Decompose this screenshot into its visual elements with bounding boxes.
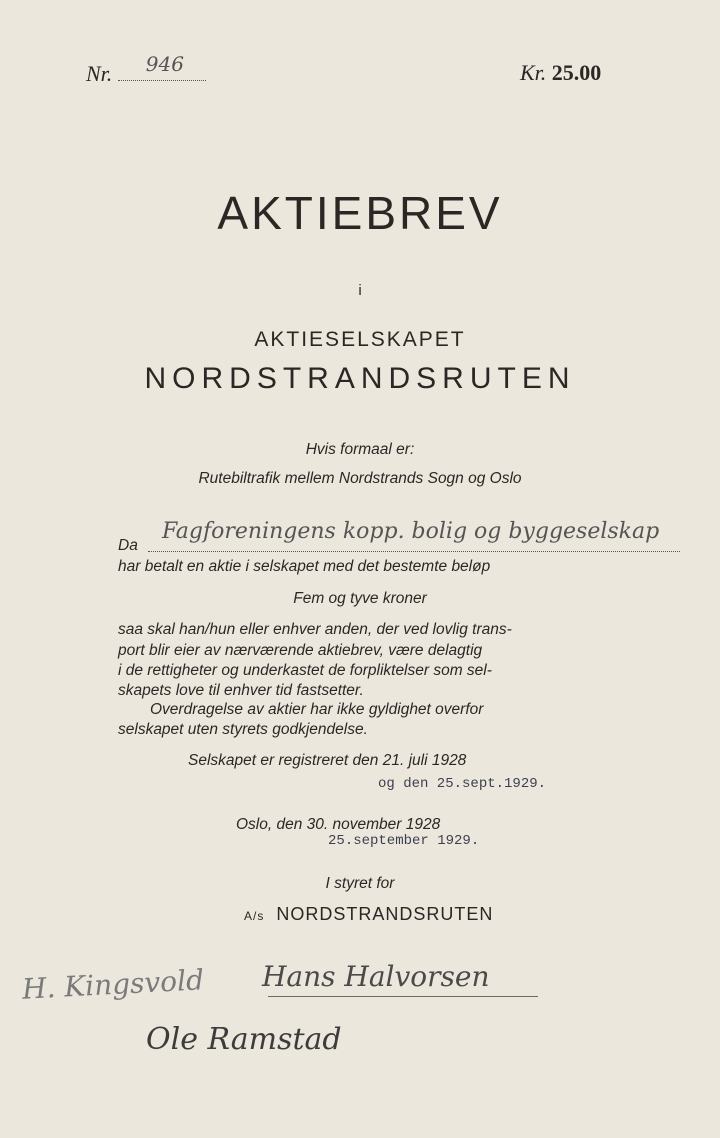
board-company	[244, 904, 493, 925]
signature: H. Kingsvold	[21, 963, 205, 1006]
signature: Ole Ramstad	[146, 1022, 342, 1057]
board-company-name: NORDSTRANDSRUTEN	[276, 904, 494, 924]
date-stamp: 25.september 1929.	[328, 833, 480, 849]
number-label: Nr.	[86, 61, 113, 86]
body-line: Overdragelse av aktier har ikke gyldighet overfor	[150, 701, 484, 718]
issue-date: Oslo, den 30. november 1928	[236, 816, 441, 833]
board-label: I styret for	[325, 875, 395, 892]
paid-text: har betalt en aktie i selskapet med det bestemte beløp	[118, 558, 491, 575]
signature: Hans Halvorsen	[262, 960, 490, 993]
company-name: NORDSTRANDSRUTEN	[144, 362, 576, 395]
registration-text: Selskapet er registreret den 21. juli 1928	[188, 752, 467, 769]
company-prefix: A/s	[244, 909, 265, 923]
body-line: selskapet uten styrets godkjendelse.	[118, 721, 368, 738]
body-line: port blir eier av nærværende aktiebrev, være delagtig	[118, 642, 483, 659]
holder-label: Da	[118, 537, 138, 554]
preposition: i	[358, 282, 362, 299]
number-field	[118, 52, 206, 81]
holder-name: Fagforeningens kopp. bolig og byggeselskap	[162, 519, 660, 544]
body-line: i de rettigheter og underkastet de forpliktelser som sel-	[118, 662, 492, 679]
company-type: AKTIESELSKAPET	[254, 328, 466, 351]
body-line: skapets love til enhver tid fastsetter.	[118, 682, 364, 699]
certificate-title: AKTIEBREV	[217, 187, 503, 239]
face-value-amount: 25.00	[551, 60, 602, 85]
number-value: 946	[145, 52, 184, 76]
face-value	[520, 60, 601, 86]
signature-underline	[268, 996, 538, 997]
currency-label: Kr.	[520, 60, 547, 85]
purpose-text: Rutebiltrafik mellem Nordstrands Sogn og Oslo	[198, 470, 522, 487]
purpose-label: Hvis formaal er:	[305, 441, 415, 458]
body-line: saa skal han/hun eller enhver anden, der ved lovlig trans-	[118, 621, 512, 638]
registration-stamp: og den 25.sept.1929.	[378, 776, 547, 792]
holder-name-field	[148, 550, 680, 552]
certificate-number	[86, 52, 206, 87]
amount-words: Fem og tyve kroner	[293, 590, 427, 607]
